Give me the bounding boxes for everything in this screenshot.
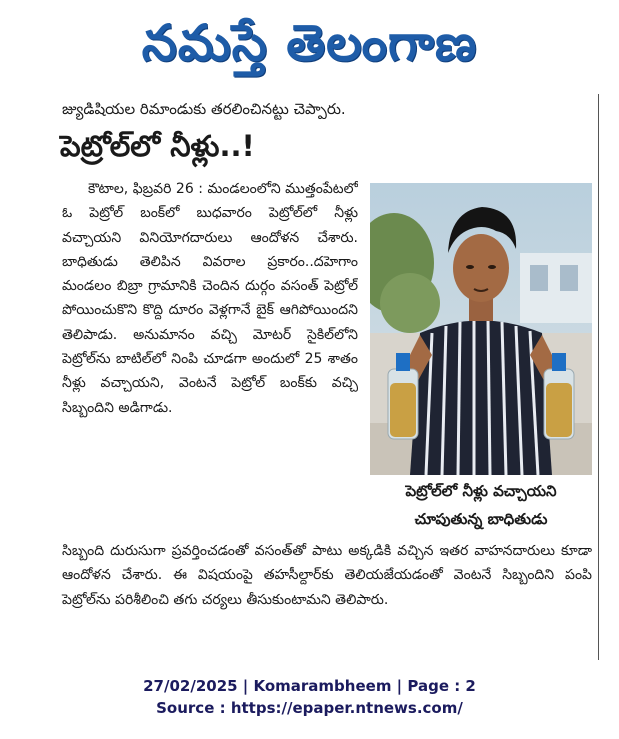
photo-caption — [370, 477, 592, 533]
article-body-column — [62, 177, 358, 521]
page-footer-date-edition: 27/02/2025 | Komarambheem | Page : 2 — [143, 677, 476, 695]
column-divider — [598, 94, 599, 660]
article-paragraph: కౌటాల, ఫిబ్రవరి 26 : మండలంలోని ముత్తంపేటలో ఓ పెట్రోల్ బంక్‌లో బుధవారం పెట్రోల్‌లో నీళ్లు వచ్చాయని వినియోగదారులు ఆందోళన చేశారు. బాధితుడు తెలిపిన వివరాల ప్రకారం..దహెగాం మండలం బిబ్రా గ్రామానికి చెందిన దుర్గం వసంత్ పెట్రోల్ పోయించుకొని కొద్ది దూరం వెళ్లగానే బైక్ ఆగిపోయిందని తెలిపాడు. అనుమానం వచ్చి మోటర్ సైకిల్‌లోని పెట్రోల్‌ను బాటిల్‌లో నింపి చూడగా అందులో 25 శాతం నీళ్లు వచ్చాయని, వెంటనే పెట్రోల్ బంక్‌కు వచ్చి సిబ్బందిని అడిగాడు. — [62, 181, 358, 416]
article-headline: పెట్రోల్‌లో నీళ్లు..! — [60, 129, 255, 163]
caption-line-1: పెట్రోల్‌లో నీళ్లు వచ్చాయని — [405, 482, 557, 500]
newspaper-masthead: నమస్తే తెలంగాణ — [141, 14, 478, 72]
carry-over-text: జ్యుడిషియల రిమాండుకు తరలించినట్టు చెప్పారు. — [62, 100, 346, 118]
article-photo — [370, 183, 592, 475]
article-body-full-width: సిబ్బంది దురుసుగా ప్రవర్తించడంతో వసంత్‌తో పాటు అక్కడికి వచ్చిన ఇతర వాహనదారులు కూడా ఆందోళన చేశారు. ఈ విషయంపై తహసీల్దార్‌కు తెలియజేయడంతో వెంటనే సిబ్బందిని పంపి పెట్రోల్‌ను పరిశీలించి తగు చర్యలు తీసుకుంటామని తెలిపారు. — [62, 543, 592, 608]
page-footer-source: Source : https://epaper.ntnews.com/ — [156, 699, 463, 717]
caption-line-2: చూపుతున్న బాధితుడు — [414, 510, 548, 528]
